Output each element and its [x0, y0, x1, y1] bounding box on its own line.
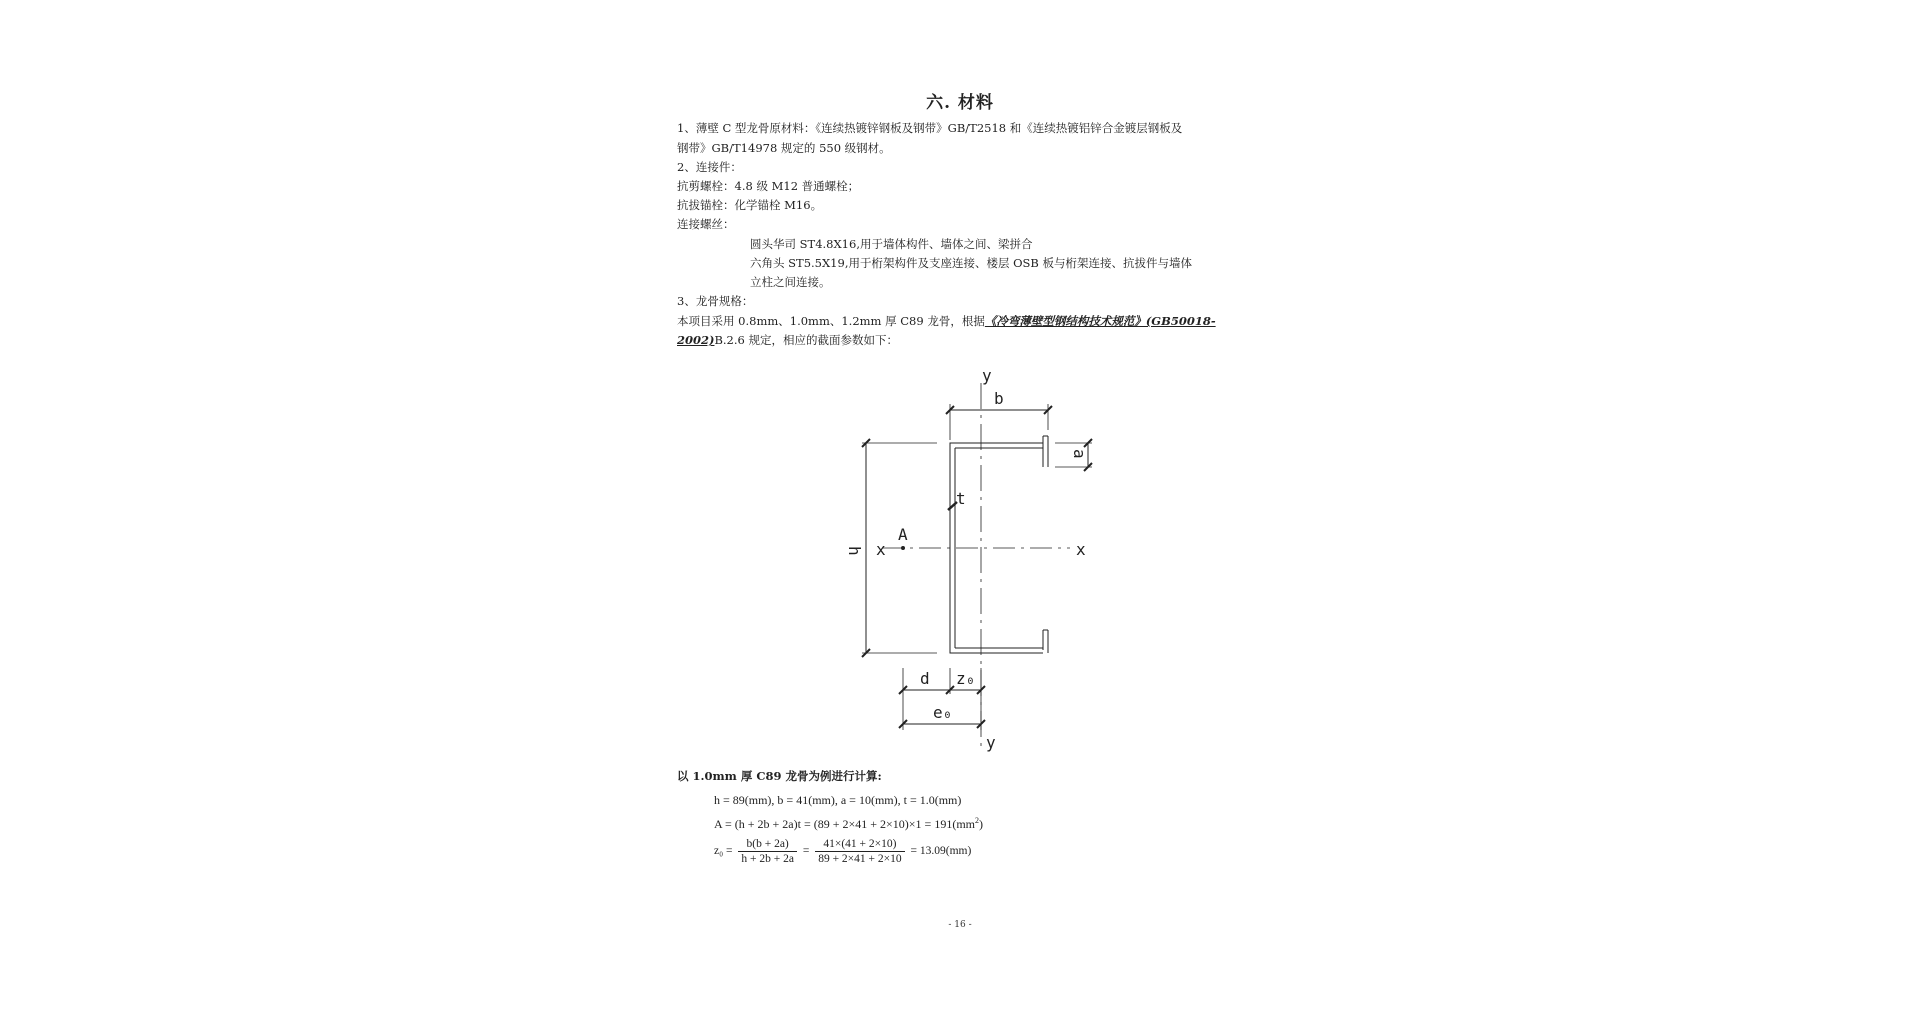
label-x-right: x [1076, 540, 1086, 559]
calc-heading: 以 1.0mm 厚 C89 龙骨为例进行计算: [677, 769, 882, 783]
label-y-top: y [982, 366, 992, 385]
formula-z0 [714, 838, 971, 865]
screw2-line2: 立柱之间连接。 [750, 275, 831, 289]
standard-reference-part2: 2002) [677, 333, 715, 347]
spec-line1-text: 本项目采用 0.8mm、1.0mm、1.2mm 厚 C89 龙骨，根据 [677, 314, 985, 328]
formula-z0-fraction1 [738, 838, 797, 865]
label-x-left: x [876, 540, 886, 559]
para1-line2: 钢带》GB/T14978 规定的 550 级钢材。 [677, 141, 891, 155]
shear-center-point [901, 546, 905, 550]
formula-area [714, 816, 983, 832]
formula-params: h = 89(mm), b = 41(mm), a = 10(mm), t = 1.0(mm) [714, 793, 962, 807]
label-h: h [845, 546, 864, 556]
dim-b-extensions [950, 404, 1048, 440]
label-t: t [956, 489, 966, 508]
shear-bolt-text: 抗剪螺栓：4.8 级 M12 普通螺栓； [677, 179, 860, 193]
bottom-lip [1043, 630, 1048, 653]
label-z0: z₀ [956, 669, 976, 688]
label-d: d [920, 669, 930, 688]
screw1-text: 圆头华司 ST4.8X16,用于墙体构件、墙体之间、梁拼合 [750, 237, 1033, 251]
page-number: - 16 - [948, 920, 972, 930]
label-A: A [898, 525, 908, 544]
formula-area-text: A = (h + 2b + 2a)t = (89 + 2×41 + 2×10)×1 = 191(mm [714, 817, 975, 831]
formula-z0-fraction2 [815, 838, 904, 865]
para1-line1: 1、薄壁 C 型龙骨原材料：《连续热镀锌钢板及钢带》GB/T2518 和《连续热镀铝锌合金镀层钢板及 [677, 121, 1183, 135]
label-y-bottom: y [986, 733, 996, 752]
formula-area-close: ) [979, 817, 983, 831]
formula-area-exponent: 2 [975, 816, 979, 825]
spec-line2-text: B.2.6 规定，相应的截面参数如下： [714, 333, 899, 347]
item3-heading: 3、龙骨规格： [677, 294, 754, 308]
formula-z0-result: = 13.09(mm) [910, 845, 972, 858]
label-b: b [994, 389, 1004, 408]
fraction2-denominator: 89 + 2×41 + 2×10 [818, 853, 902, 865]
fraction1-denominator: h + 2b + 2a [741, 853, 794, 865]
formula-z0-lhs: z₀ = [714, 845, 733, 858]
screws-label: 连接螺丝： [677, 217, 735, 231]
standard-reference-part1: 《冷弯薄壁型钢结构技术规范》(GB50018- [984, 314, 1216, 328]
fraction2-numerator: 41×(41 + 2×10) [815, 838, 904, 852]
screw2-line1: 六角头 ST5.5X19,用于桁架构件及支座连接、楼层 OSB 板与桁架连接、抗拔件与墙体 [750, 256, 1193, 270]
item2-heading: 2、连接件： [677, 160, 742, 174]
formula-z0-equals: = [802, 845, 810, 858]
label-a: a [1070, 449, 1089, 459]
anchor-bolt-text: 抗拔锚栓：化学锚栓 M16。 [677, 198, 823, 212]
section-title: 六. 材料 [926, 93, 994, 113]
fraction1-numerator: b(b + 2a) [738, 838, 797, 852]
label-e0: e₀ [933, 703, 953, 722]
